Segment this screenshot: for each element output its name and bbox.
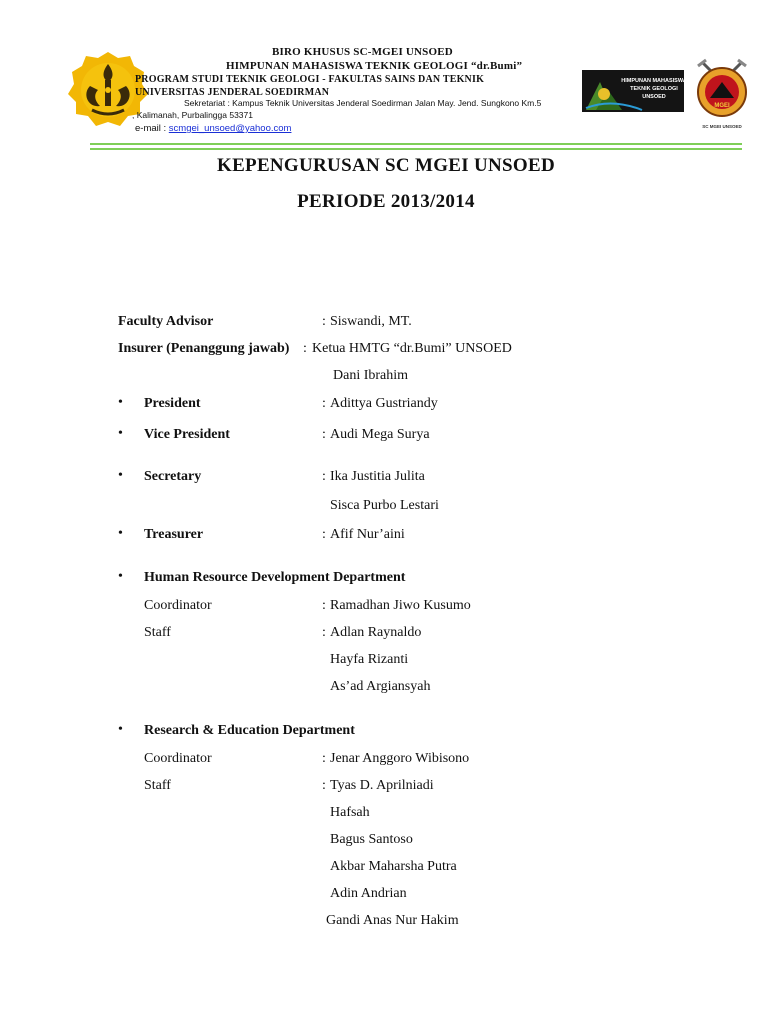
secretary-value-1: Ika Justitia Julita [330,469,425,484]
university-name: UNIVERSITAS JENDERAL SOEDIRMAN [135,87,330,98]
hrd-staff-2: Hayfa Rizanti [330,652,409,667]
advisor-value: Siswandi, MT. [330,314,412,329]
treasurer-colon: : [322,527,326,542]
president-value: Adittya Gustriandy [330,396,438,411]
association-name: HIMPUNAN MAHASISWA TEKNIK GEOLOGI “dr.Bumi” [226,60,523,72]
header-rule-bottom [90,148,742,150]
red-staff-6: Gandi Anas Nur Hakim [326,913,459,928]
red-staff-3: Bagus Santoso [330,832,413,847]
treasurer-bullet: • [118,526,123,541]
red-staff-4: Akbar Maharsha Putra [330,859,457,874]
treasurer-value: Afif Nur’aini [330,527,405,542]
red-staff-5: Adin Andrian [330,886,407,901]
hrd-bullet: • [118,569,123,584]
vice-president-bullet: • [118,426,123,441]
vice-president-value: Audi Mega Surya [330,427,430,442]
address-city: , Kalimanah, Purbalingga 53371 [132,110,253,120]
email-link[interactable]: scmgei_unsoed@yahoo.com [168,123,292,134]
treasurer-label: Treasurer [144,527,204,542]
period-title: PERIODE 2013/2014 [297,191,475,212]
hmtg-logo [582,70,684,112]
hrd-coordinator-colon: : [322,598,326,613]
org-name: BIRO KHUSUS SC-MGEI UNSOED [272,46,453,58]
red-coordinator-colon: : [322,751,326,766]
header-rule-top [90,143,742,145]
secretary-colon: : [322,469,326,484]
insurer-value: Ketua HMTG “dr.Bumi” UNSOED [312,341,512,356]
sc-mgei-logo [692,56,752,132]
hmtg-logo-text-3: UNSOED [642,94,666,100]
study-program: PROGRAM STUDI TEKNIK GEOLOGI - FAKULTAS SAINS DAN TEKNIK [135,74,485,85]
red-staff-1: Tyas D. Aprilniadi [330,778,434,793]
advisor-colon: : [322,314,326,329]
red-title: Research & Education Department [144,723,355,738]
hmtg-logo-text-2: TEKNIK GEOLOGI [630,86,678,92]
secretary-label: Secretary [144,469,202,484]
hrd-staff-colon: : [322,625,326,640]
president-colon: : [322,396,326,411]
red-coordinator-value: Jenar Anggoro Wibisono [330,751,470,766]
email-label: e-mail : [135,123,167,134]
insurer-colon: : [303,341,307,356]
red-staff-colon: : [322,778,326,793]
red-staff-label: Staff [144,778,171,793]
hrd-staff-3: As’ad Argiansyah [330,679,431,694]
red-bullet: • [118,722,123,737]
advisor-label: Faculty Advisor [118,314,214,329]
sc-badge-text: MGEI [714,103,730,109]
red-staff-2: Hafsah [330,805,370,820]
hrd-staff-label: Staff [144,625,171,640]
hrd-coordinator-value: Ramadhan Jiwo Kusumo [330,598,471,613]
secretary-bullet: • [118,468,123,483]
hmtg-logo-text-1: HIMPUNAN MAHASISWA [621,78,684,84]
email-line [135,123,291,134]
hrd-title: Human Resource Development Department [144,570,406,585]
secretariat-address: Sekretariat : Kampus Teknik Universitas Jenderal Soedirman Jalan May. Jend. Sungkono Km.5 [184,98,542,108]
page-title: KEPENGURUSAN SC MGEI UNSOED [216,155,555,176]
vice-president-label: Vice President [144,427,230,442]
president-label: President [144,396,201,411]
hrd-staff-1: Adlan Raynaldo [330,625,422,640]
vice-president-colon: : [322,427,326,442]
sc-logo-caption: SC MGEI UNSOED [702,124,742,129]
red-coordinator-label: Coordinator [144,751,212,766]
secretary-value-2: Sisca Purbo Lestari [330,498,439,513]
insurer-name: Dani Ibrahim [333,368,409,383]
insurer-label: Insurer (Penanggung jawab) [118,341,290,356]
hrd-coordinator-label: Coordinator [144,598,212,613]
president-bullet: • [118,395,123,410]
